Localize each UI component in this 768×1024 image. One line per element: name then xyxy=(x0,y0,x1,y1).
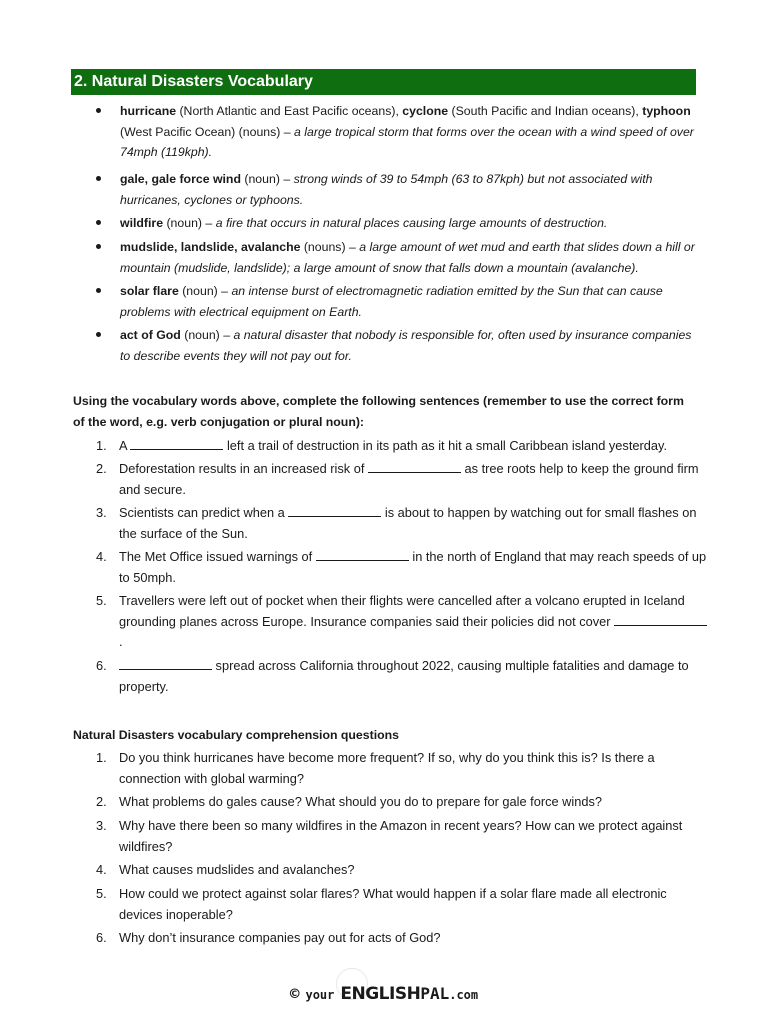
answer-blank[interactable] xyxy=(130,436,223,450)
question-number: 1. xyxy=(96,750,107,765)
vocab-label: (nouns) – xyxy=(300,240,360,254)
bullet-icon xyxy=(96,220,101,225)
answer-blank[interactable] xyxy=(614,612,707,626)
question-text xyxy=(119,547,709,588)
vocab-definition: an intense burst of electromagnetic radiation emitted by the Sun that can cause problems with electrical equipment on Earth. xyxy=(120,284,663,319)
vocab-definition: a large tropical storm that forms over the ocean with a wind speed of over 74mph (119kph). xyxy=(120,124,694,159)
question-number: 5. xyxy=(96,886,107,901)
vocab-text xyxy=(120,101,700,163)
question-text xyxy=(119,656,709,697)
text-before-blank: The Met Office issued warnings of xyxy=(119,549,316,564)
question-text: How could we protect against solar flares? What would happen if a solar flare made all electronic devices inoperable? xyxy=(119,886,667,922)
logo-english: ENGLISH xyxy=(340,984,421,1004)
vocab-term: mudslide, landslide, avalanche xyxy=(120,240,301,254)
section-title: 2. Natural Disasters Vocabulary xyxy=(71,69,696,95)
bullet-icon xyxy=(96,288,101,293)
question-number: 3. xyxy=(96,505,107,520)
text-after-blank: spread across California throughout 2022, causing multiple fatalities and damage to property. xyxy=(119,658,689,694)
vocab-text xyxy=(120,325,700,366)
vocab-label: (noun) – xyxy=(178,284,232,298)
answer-blank[interactable] xyxy=(119,656,212,670)
question-number: 2. xyxy=(96,461,107,476)
gap-fill-instructions: Using the vocabulary words above, complete the following sentences (remember to use the correct form of the word, e.g. verb conjugation or plural noun): xyxy=(73,394,684,429)
question-text xyxy=(119,503,709,544)
question-text: What causes mudslides and avalanches? xyxy=(119,862,355,877)
question-text: Do you think hurricanes have become more frequent? If so, why do you think this is? Is there a connection with global warming? xyxy=(119,750,655,786)
text-after-blank: . xyxy=(119,634,123,649)
site-logo[interactable] xyxy=(290,984,478,1004)
question-text xyxy=(119,459,709,500)
question-number: 1. xyxy=(96,438,107,453)
question-number: 6. xyxy=(96,930,107,945)
vocab-term: typhoon xyxy=(642,104,691,118)
vocab-term: gale, gale force wind xyxy=(120,172,241,186)
text-after-blank: is about to happen by watching out for small flashes on the surface of the Sun. xyxy=(119,505,697,541)
copyright-icon: © xyxy=(289,984,300,1003)
vocab-label: (noun) – xyxy=(180,328,234,342)
text-before-blank: Deforestation results in an increased risk of xyxy=(119,461,368,476)
logo-your: your xyxy=(305,988,335,1002)
question-text xyxy=(119,436,709,457)
logo-pal: PAL xyxy=(420,984,450,1003)
vocab-label: (West Pacific Ocean) (nouns) – xyxy=(120,124,295,139)
bullet-icon xyxy=(96,332,101,337)
vocab-text xyxy=(120,237,700,278)
text-before-blank: A xyxy=(119,438,131,453)
question-number: 4. xyxy=(96,549,107,564)
question-number: 6. xyxy=(96,658,107,673)
question-number: 5. xyxy=(96,593,107,608)
bullet-icon xyxy=(96,244,101,249)
question-text xyxy=(119,591,709,653)
text-before-blank: Travellers were left out of pocket when their flights were cancelled after a volcano erupted in Iceland grounding planes across Europe. Insurance companies said their policies did not cover xyxy=(119,593,685,629)
vocab-label: (noun) – xyxy=(240,172,294,186)
answer-blank[interactable] xyxy=(288,503,381,517)
question-number: 3. xyxy=(96,818,107,833)
vocab-text xyxy=(120,169,700,210)
text-before-blank: Scientists can predict when a xyxy=(119,505,289,520)
bullet-icon xyxy=(96,176,101,181)
logo-domain: .com xyxy=(449,988,479,1002)
vocab-definition: strong winds of 39 to 54mph (63 to 87kph) but not associated with hurricanes, cyclones or typhoons. xyxy=(120,172,653,207)
question-number: 2. xyxy=(96,794,107,809)
question-number: 4. xyxy=(96,862,107,877)
question-text: Why don’t insurance companies pay out for acts of God? xyxy=(119,930,441,945)
text-after-blank: in the north of England that may reach speeds of up to 50mph. xyxy=(119,549,707,585)
bullet-icon xyxy=(96,108,101,113)
vocab-definition: a fire that occurs in natural places causing large amounts of destruction. xyxy=(215,216,608,230)
answer-blank[interactable] xyxy=(316,547,409,561)
vocab-text xyxy=(120,213,700,234)
comprehension-heading: Natural Disasters vocabulary comprehension questions xyxy=(73,728,399,742)
vocab-definition: a large amount of wet mud and earth that slides down a hill or mountain (mudslide, landslide); a large amount of snow that falls down a mountain (avalanche). xyxy=(120,240,695,275)
vocab-label: (noun) – xyxy=(163,216,216,230)
vocab-term: act of God xyxy=(120,328,181,342)
vocab-text xyxy=(120,281,700,322)
vocab-label: (South Pacific and Indian oceans), xyxy=(448,104,643,118)
vocab-term: solar flare xyxy=(120,284,179,298)
vocab-term: cyclone xyxy=(402,104,449,118)
vocab-label: (North Atlantic and East Pacific oceans), xyxy=(176,104,403,118)
question-text: What problems do gales cause? What should you do to prepare for gale force winds? xyxy=(119,794,603,809)
vocab-term: wildfire xyxy=(120,216,164,230)
footer xyxy=(0,984,768,1008)
text-after-blank: left a trail of destruction in its path as it hit a small Caribbean island yesterday. xyxy=(223,438,667,453)
vocab-definition: a natural disaster that nobody is responsible for, often used by insurance companies to describe events they will not pay out for. xyxy=(120,328,692,363)
answer-blank[interactable] xyxy=(368,459,461,473)
text-after-blank: as tree roots help to keep the ground firm and secure. xyxy=(119,461,699,497)
vocab-term: hurricane xyxy=(120,104,177,118)
question-text: Why have there been so many wildfires in the Amazon in recent years? How can we protect against wildfires? xyxy=(119,818,683,854)
